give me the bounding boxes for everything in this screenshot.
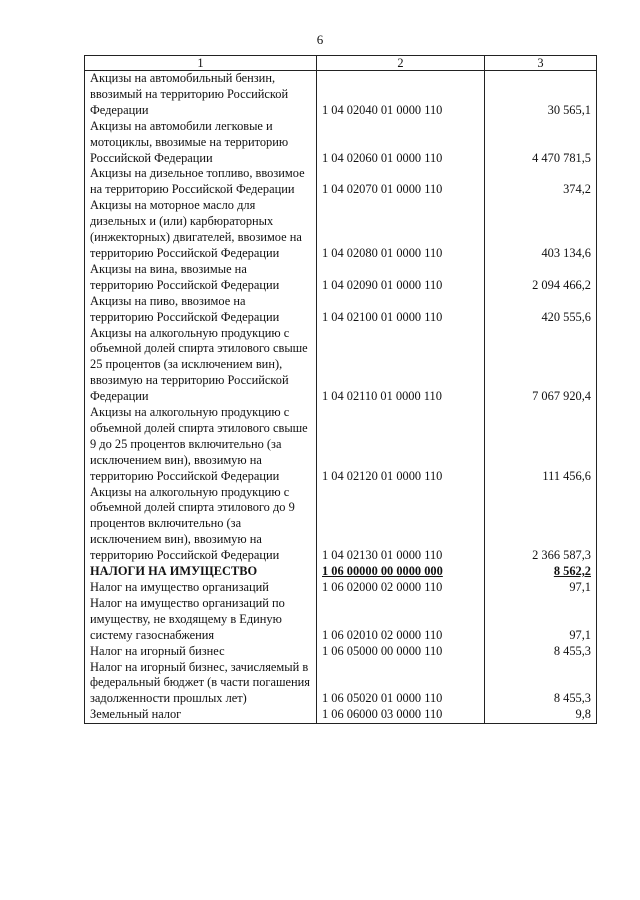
row-name: Акцизы на вина, ввозимые на территорию Российской Федерации	[85, 262, 317, 294]
row-amount: 374,2	[485, 166, 597, 198]
column-header-1: 1	[85, 56, 317, 71]
row-amount: 8 562,2	[485, 564, 597, 580]
row-amount: 4 470 781,5	[485, 119, 597, 167]
row-name: Акцизы на пиво, ввозимое на территорию Российской Федерации	[85, 294, 317, 326]
row-code: 1 06 02000 02 0000 110	[317, 580, 485, 596]
row-amount: 8 455,3	[485, 644, 597, 660]
table-row	[85, 198, 597, 262]
row-code: 1 04 02090 01 0000 110	[317, 262, 485, 294]
row-name: НАЛОГИ НА ИМУЩЕСТВО	[85, 564, 317, 580]
table-row	[85, 166, 597, 198]
column-header-2: 2	[317, 56, 485, 71]
row-code: 1 04 02130 01 0000 110	[317, 485, 485, 565]
revenue-table	[84, 55, 597, 724]
row-code: 1 04 02060 01 0000 110	[317, 119, 485, 167]
table-row	[85, 294, 597, 326]
table-row	[85, 644, 597, 660]
row-amount: 7 067 920,4	[485, 326, 597, 406]
page-number: 6	[316, 32, 324, 47]
row-name: Налог на игорный бизнес, зачисляемый в федеральный бюджет (в части погашения задолженности прошлых лет)	[85, 660, 317, 708]
table-row	[85, 326, 597, 406]
table-row	[85, 119, 597, 167]
table-row	[85, 485, 597, 565]
section-header-row	[85, 564, 597, 580]
row-amount: 111 456,6	[485, 405, 597, 485]
row-amount: 2 094 466,2	[485, 262, 597, 294]
row-amount: 403 134,6	[485, 198, 597, 262]
row-name: Акцизы на моторное масло для дизельных и (или) карбюраторных (инжекторных) двигателей, ввозимое на территорию Российской Федерации	[85, 198, 317, 262]
row-name: Земельный налог	[85, 707, 317, 723]
table-row	[85, 405, 597, 485]
row-code: 1 06 05000 00 0000 110	[317, 644, 485, 660]
row-code: 1 04 02110 01 0000 110	[317, 326, 485, 406]
row-name: Налог на игорный бизнес	[85, 644, 317, 660]
row-code: 1 06 02010 02 0000 110	[317, 596, 485, 644]
row-code: 1 04 02080 01 0000 110	[317, 198, 485, 262]
row-name: Акцизы на дизельное топливо, ввозимое на территорию Российской Федерации	[85, 166, 317, 198]
row-amount: 97,1	[485, 580, 597, 596]
row-code: 1 04 02100 01 0000 110	[317, 294, 485, 326]
table-row	[85, 262, 597, 294]
table-row	[85, 71, 597, 119]
table-row	[85, 660, 597, 708]
row-name: Акцизы на алкогольную продукцию с объемной долей спирта этилового свыше 9 до 25 процентов включительно (за исключением вин), ввозимую на территорию Российской Федерации	[85, 405, 317, 485]
row-name: Акцизы на автомобили легковые и мотоциклы, ввозимые на территорию Российской Федерации	[85, 119, 317, 167]
row-code: 1 06 05020 01 0000 110	[317, 660, 485, 708]
table-row	[85, 580, 597, 596]
row-amount: 2 366 587,3	[485, 485, 597, 565]
row-name: Акцизы на алкогольную продукцию с объемной долей спирта этилового до 9 процентов включительно (за исключением вин), ввозимую на территорию Российской Федерации	[85, 485, 317, 565]
row-name: Налог на имущество организаций по имуществу, не входящему в Единую систему газоснабжения	[85, 596, 317, 644]
row-code: 1 04 02040 01 0000 110	[317, 71, 485, 119]
row-amount: 97,1	[485, 596, 597, 644]
row-code: 1 06 06000 03 0000 110	[317, 707, 485, 723]
row-amount: 420 555,6	[485, 294, 597, 326]
column-header-3: 3	[485, 56, 597, 71]
row-code: 1 04 02070 01 0000 110	[317, 166, 485, 198]
table-row	[85, 707, 597, 723]
row-amount: 8 455,3	[485, 660, 597, 708]
row-name: Налог на имущество организаций	[85, 580, 317, 596]
row-amount: 30 565,1	[485, 71, 597, 119]
table-header-row	[85, 56, 597, 71]
row-name: Акцизы на алкогольную продукцию с объемной долей спирта этилового свыше 25 процентов (за исключением вин), ввозимую на территорию Российской Федерации	[85, 326, 317, 406]
row-name: Акцизы на автомобильный бензин, ввозимый на территорию Российской Федерации	[85, 71, 317, 119]
row-code: 1 06 00000 00 0000 000	[317, 564, 485, 580]
row-amount: 9,8	[485, 707, 597, 723]
row-code: 1 04 02120 01 0000 110	[317, 405, 485, 485]
table-row	[85, 596, 597, 644]
